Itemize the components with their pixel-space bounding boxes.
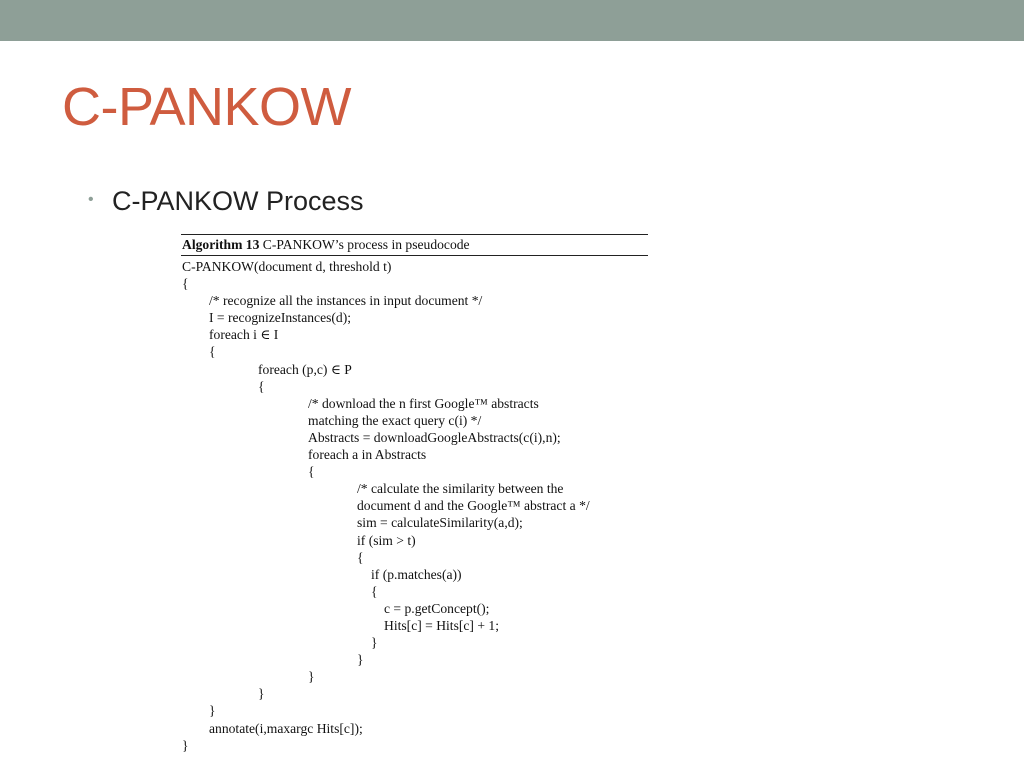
bullet-dot-icon: • (88, 191, 94, 209)
code-line: } (308, 669, 315, 685)
code-line: } (371, 635, 378, 651)
code-line: /* recognize all the instances in input document */ (209, 293, 483, 309)
code-line: { (357, 549, 364, 565)
algorithm-figure (181, 234, 648, 754)
algorithm-caption (181, 235, 648, 255)
code-line: document d and the Google™ abstract a */ (357, 498, 590, 514)
code-line: } (182, 737, 189, 753)
code-line: matching the exact query c(i) */ (308, 412, 482, 428)
code-line: { (371, 583, 378, 599)
code-line: /* download the n first Google™ abstracts (308, 395, 539, 411)
code-line: { (182, 276, 189, 292)
code-line: sim = calculateSimilarity(a,d); (357, 515, 523, 531)
algorithm-code (181, 256, 648, 754)
bullet-item (88, 185, 364, 217)
code-line: } (258, 686, 265, 702)
code-line: if (p.matches(a)) (371, 566, 462, 582)
code-line: c = p.getConcept(); (384, 600, 490, 616)
code-line: annotate(i,maxargc Hits[c]); (209, 720, 363, 736)
code-line: { (209, 344, 216, 360)
code-line: { (258, 378, 265, 394)
code-line: if (sim > t) (357, 532, 416, 548)
code-line: /* calculate the similarity between the (357, 481, 564, 497)
algorithm-caption-text: C-PANKOW’s process in pseudocode (259, 237, 470, 252)
code-line: I = recognizeInstances(d); (209, 310, 352, 326)
code-line: Hits[c] = Hits[c] + 1; (384, 617, 499, 633)
code-line: foreach (p,c) ∈ P (258, 361, 352, 377)
algorithm-label: Algorithm 13 (182, 237, 260, 252)
bullet-text: C-PANKOW Process (112, 186, 364, 216)
code-line: foreach a in Abstracts (308, 447, 427, 463)
code-line: } (357, 652, 364, 668)
code-line: C-PANKOW(document d, threshold t) (182, 259, 392, 274)
slide-title: C-PANKOW (62, 77, 351, 137)
top-accent-bar (0, 0, 1024, 41)
code-line: } (209, 703, 216, 719)
code-line: { (308, 464, 315, 480)
code-line: Abstracts = downloadGoogleAbstracts(c(i),n); (308, 429, 561, 445)
code-line: foreach i ∈ I (209, 327, 279, 343)
